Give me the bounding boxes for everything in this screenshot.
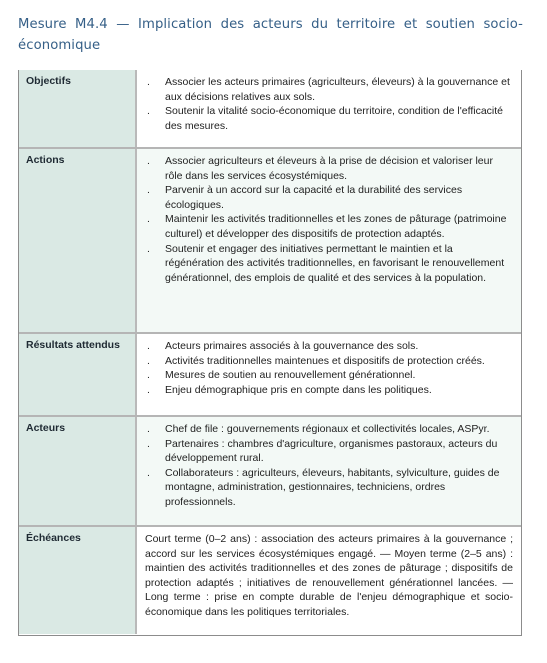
measure-table [18, 70, 522, 636]
bullet-icon: . [147, 466, 150, 479]
bullet-icon: . [147, 213, 150, 226]
row-content-echeances [137, 527, 521, 634]
list-item: . Soutenir la vitalité socio-économique du territoire, condition de l'efficacité des mesures. [147, 105, 503, 132]
list-item: . Chef de file : gouvernements régionaux et collectivités locales, ASPyr. [147, 423, 490, 435]
bullet-icon: . [147, 242, 150, 255]
bullet-icon: . [147, 437, 150, 450]
table-row-actions [19, 149, 521, 332]
list-item: . Associer agriculteurs et éleveurs à la prise de décision et valoriser leur rôle dans les services écosystémiques. [147, 155, 493, 182]
table-row-resultats [19, 334, 521, 415]
list-item: . Partenaires : chambres d'agriculture, organismes pastoraux, acteurs du développement rural. [147, 437, 498, 465]
table-row-echeances [19, 527, 521, 634]
row-content-acteurs [137, 417, 521, 525]
bullet-icon: . [147, 340, 150, 352]
row-content-objectifs [137, 70, 521, 147]
bullet-icon: . [147, 383, 150, 396]
measure-title: Mesure M4.4 — Implication des acteurs du territoire et soutien socio-économique [18, 17, 523, 53]
list-item: . Maintenir les activités traditionnelles et les zones de pâturage (patrimoine culturel) et développer des dispositifs de protection adaptés. [147, 213, 507, 240]
list-item: . Activités traditionnelles maintenues et dispositifs de protection créés. [147, 354, 485, 367]
bullet-icon: . [147, 354, 150, 367]
list-item: . Associer les acteurs primaires (agriculteurs, éleveurs) à la gouvernance et aux décisions relatives aux sols. [147, 76, 510, 103]
list-item: . Parvenir à un accord sur la capacité et la durabilité des services écologiques. [147, 184, 463, 211]
row-content-actions [137, 149, 521, 332]
list-item: . Enjeu démographique pris en compte dans les politiques. [147, 383, 432, 396]
list-item: . Collaborateurs : agriculteurs, éleveurs, habitants, sylviculture, guides de montagne, administration, gestionnaires, techniciens, ordres professionnels. [147, 466, 500, 508]
row-content-resultats [137, 334, 521, 415]
bullet-icon: . [147, 105, 150, 118]
bullet-icon: . [147, 369, 150, 382]
list-item: . Soutenir et engager des initiatives permettant le maintien et la régénération des activités traditionnelles, en favorisant le renouvellement générationnel, des emplois de qualité et des services à la population. [147, 242, 505, 284]
bullet-icon: . [147, 76, 150, 88]
list-item: . Acteurs primaires associés à la gouvernance des sols. [147, 340, 419, 352]
bullet-icon: . [147, 423, 150, 435]
row-header-echeances: Échéances [19, 527, 137, 634]
bullet-icon: . [147, 184, 150, 197]
row-header-actions: Actions [19, 149, 137, 332]
row-header-objectifs: Objectifs [19, 70, 137, 147]
row-header-resultats: Résultats attendus [19, 334, 137, 415]
table-row-objectifs [19, 70, 521, 147]
list-item: . Mesures de soutien au renouvellement générationnel. [147, 369, 416, 382]
bullet-icon: . [147, 155, 150, 167]
row-header-acteurs: Acteurs [19, 417, 137, 525]
timeline-paragraph: Court terme (0–2 ans) : association des acteurs primaires à la gouvernance ; accord sur les services écosystémiques engagé. — Moyen terme (2–5 ans) : maintien des activités traditionnelles et des zones de pâturage ; dispositifs de protection adaptés ; initiatives de renouvellement générationnel lancées. — Long terme : prise en compte durable de l'enjeu démographique et socio-économique dans les politiques territoriales. [145, 533, 513, 618]
table-row-acteurs [19, 417, 521, 525]
